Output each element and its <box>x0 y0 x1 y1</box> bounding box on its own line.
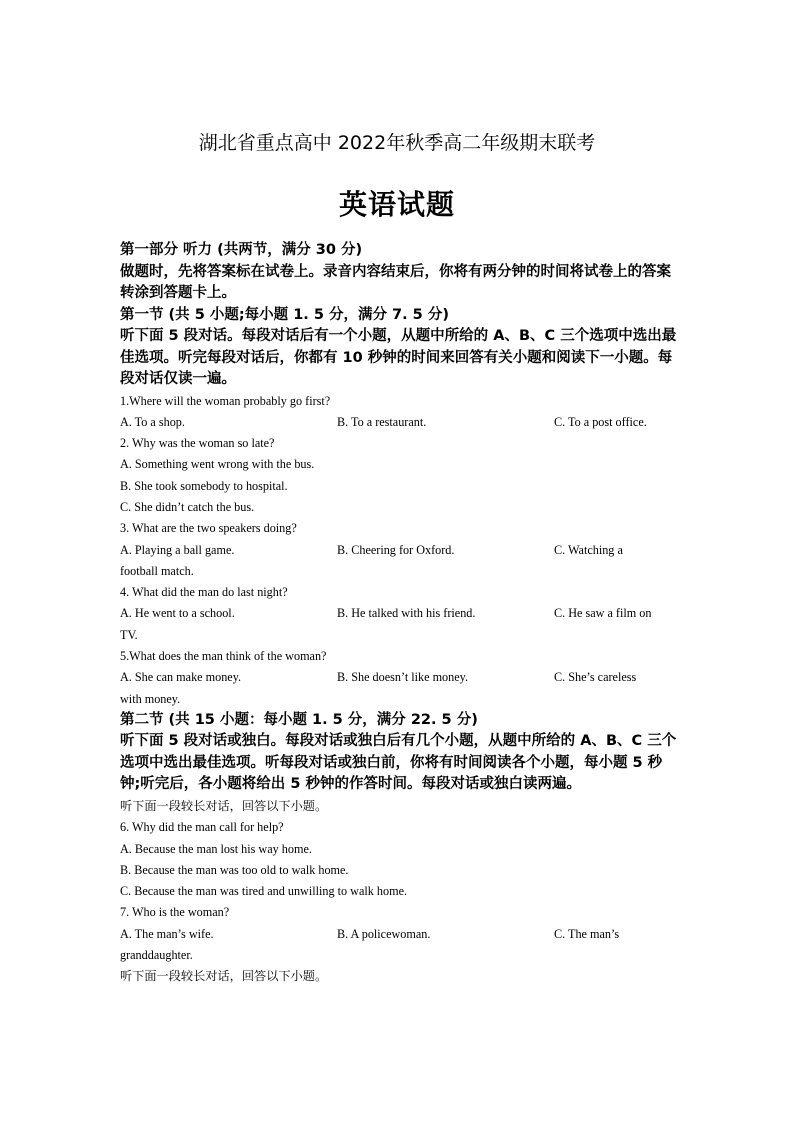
question-6-option-b: B. Because the man was too old to walk home. <box>120 862 349 877</box>
question-2-option-c: C. She didn’t catch the bus. <box>120 499 255 514</box>
question-7-option-c: C. The man’s <box>554 926 620 941</box>
question-2-stem: 2. Why was the woman so late? <box>120 436 275 451</box>
question-1-option-c: C. To a post office. <box>554 414 647 429</box>
question-4-option-a: A. He went to a school. <box>120 606 235 621</box>
question-3-option-c-continued: football match. <box>120 563 194 578</box>
part1-heading: 第一部分 听力 (共两节，满分 30 分) <box>120 242 363 258</box>
question-7-options <box>120 924 678 945</box>
question-1-stem: 1.Where will the woman probably go first? <box>120 393 331 408</box>
question-4-option-b: B. He talked with his friend. <box>337 606 476 621</box>
dialogue-note: 听下面一段较长对话，回答以下小题。 <box>120 798 328 813</box>
part1-instruction: 做题时，先将答案标在试卷上。录音内容结束后，你将有两分钟的时间将试卷上的答案转涂到答题卡上。 <box>120 263 671 301</box>
question-6-option-c: C. Because the man was tired and unwilling to walk home. <box>120 884 408 899</box>
question-6-option-a: A. Because the man lost his way home. <box>120 841 312 856</box>
question-1-option-b: B. To a restaurant. <box>337 414 427 429</box>
section1-instruction: 听下面 5 段对话。每段对话后有一个小题，从题中所给的 A、B、C 三个选项中选出最佳选项。听完每段对话后，你都有 10 秒钟的时间来回答有关小题和阅读下一小题。每段对话仅读一遍。 <box>120 328 677 387</box>
subject-title: 英语试题 <box>338 188 455 221</box>
section2-heading: 第二节 (共 15 小题：每小题 1. 5 分，满分 22. 5 分) <box>120 711 478 728</box>
question-4-stem: 4. What did the man do last night? <box>120 585 288 600</box>
question-5-options <box>120 667 678 688</box>
question-1-option-a: A. To a shop. <box>120 414 185 429</box>
section2-instruction: 听下面 5 段对话或独白。每段对话或独白后有几个小题，从题中所给的 A、B、C 三个选项中选出最佳选项。听每段对话或独白前，你将有时间阅读各个小题，每小题 5 秒钟;听完后，各小题将给出 5 秒钟的作答时间。每段对话或独白读两遍。 <box>120 733 677 793</box>
question-2-option-a: A. Something went wrong with the bus. <box>120 457 315 472</box>
question-5-option-c-continued: with money. <box>120 691 181 706</box>
question-3-options <box>120 540 678 561</box>
question-7-option-b: B. A policewoman. <box>337 926 431 941</box>
question-5-option-a: A. She can make money. <box>120 670 242 685</box>
dialogue-note-2: 听下面一段较长对话，回答以下小题。 <box>120 969 328 984</box>
question-4-option-c-continued: TV. <box>120 627 138 642</box>
section1-heading: 第一节 (共 5 小题;每小题 1. 5 分，满分 7. 5 分) <box>120 306 449 323</box>
question-3-stem: 3. What are the two speakers doing? <box>120 521 297 536</box>
question-3-option-b: B. Cheering for Oxford. <box>337 542 455 557</box>
exam-content <box>120 240 678 988</box>
question-3-option-c: C. Watching a <box>554 542 623 557</box>
question-7-stem: 7. Who is the woman? <box>120 905 230 920</box>
question-2-option-b: B. She took somebody to hospital. <box>120 478 288 493</box>
question-5-stem: 5.What does the man think of the woman? <box>120 649 327 664</box>
question-7-option-a: A. The man’s wife. <box>120 926 214 941</box>
question-7-option-c-continued: granddaughter. <box>120 948 193 963</box>
question-6-stem: 6. Why did the man call for help? <box>120 820 284 835</box>
question-5-option-c: C. She’s careless <box>554 670 637 685</box>
exam-title: 湖北省重点高中 2022年秋季高二年级期末联考 <box>198 132 596 154</box>
question-4-options <box>120 603 678 624</box>
question-3-option-a: A. Playing a ball game. <box>120 542 235 557</box>
question-5-option-b: B. She doesn’t like money. <box>337 670 469 685</box>
question-4-option-c: C. He saw a film on <box>554 606 652 621</box>
question-1-options <box>120 412 678 433</box>
